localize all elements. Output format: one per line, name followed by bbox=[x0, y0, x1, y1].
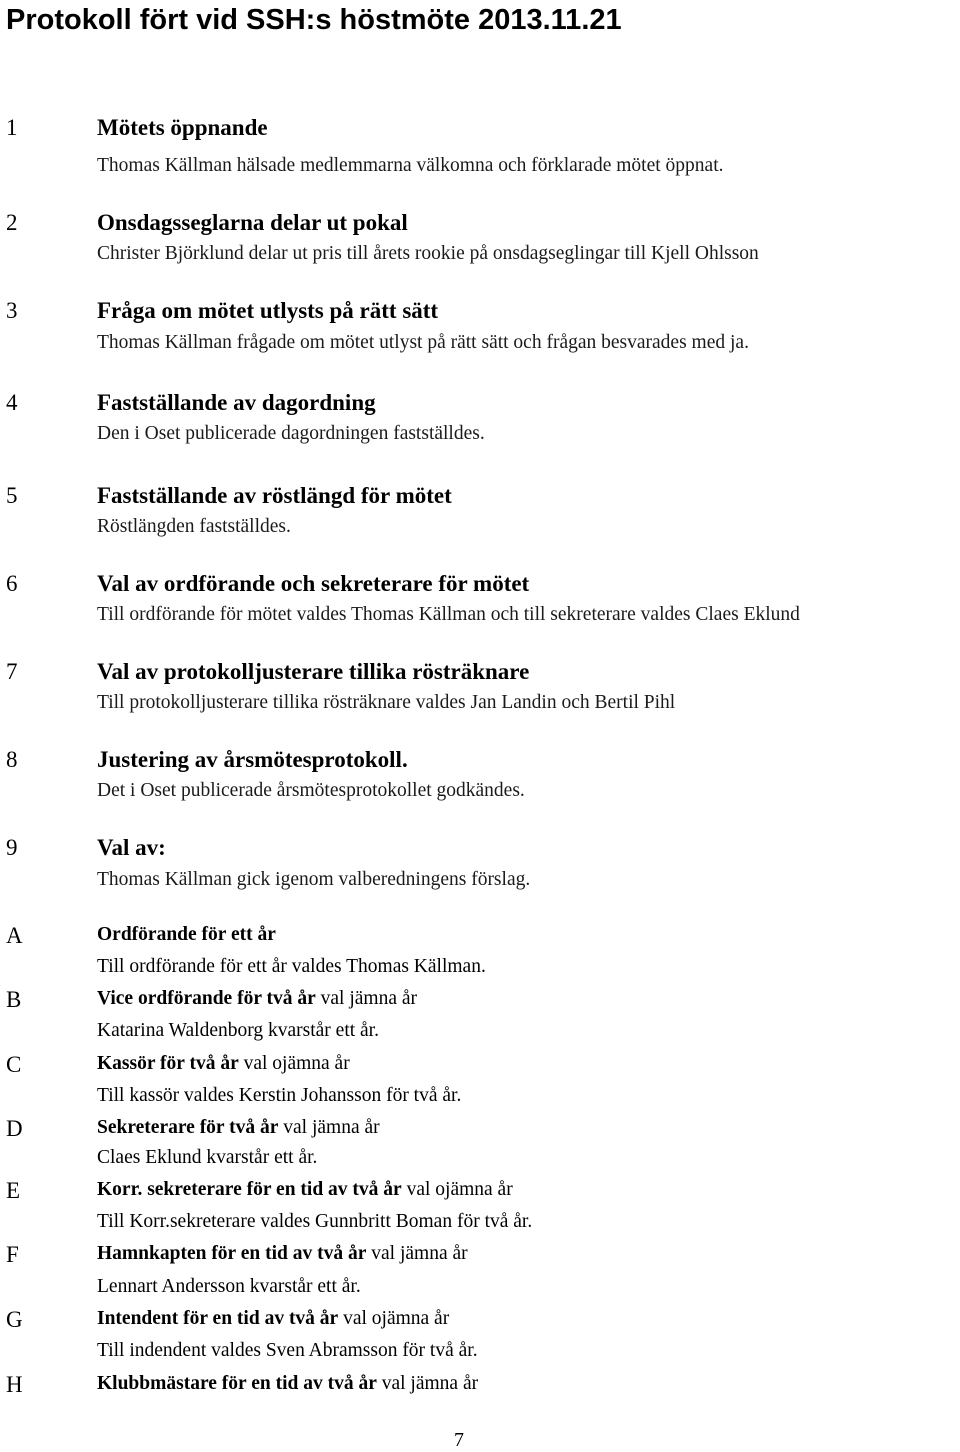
election-letter: C bbox=[6, 1052, 22, 1077]
section-text: Den i Oset publicerade dagordningen fastställdes. bbox=[97, 423, 485, 444]
section-heading: Fastställande av dagordning bbox=[97, 390, 376, 415]
section-heading: Mötets öppnande bbox=[97, 115, 268, 140]
election-term: val ojämna år bbox=[401, 1179, 513, 1200]
section-number: 8 bbox=[6, 747, 18, 772]
section-text: Christer Björklund delar ut pris till årets rookie på onsdagseglingar till Kjell Ohlsson bbox=[97, 243, 759, 264]
election-role: Ordförande för ett år bbox=[97, 924, 276, 945]
election-text: Till indendent valdes Sven Abramsson för två år. bbox=[97, 1340, 478, 1361]
election-role: Intendent för en tid av två år bbox=[97, 1308, 339, 1329]
section-text: Thomas Källman frågade om mötet utlyst på rätt sätt och frågan besvarades med ja. bbox=[97, 332, 749, 353]
section-heading: Val av protokolljusterare tillika rösträknare bbox=[97, 659, 530, 684]
section-number: 2 bbox=[6, 210, 18, 235]
section-heading: Fastställande av röstlängd för mötet bbox=[97, 483, 452, 508]
election-role-line bbox=[97, 1116, 380, 1140]
election-text: Till ordförande för ett år valdes Thomas Källman. bbox=[97, 956, 486, 977]
section-text: Thomas Källman hälsade medlemmarna välkomna och förklarade mötet öppnat. bbox=[97, 155, 724, 176]
section-text: Det i Oset publicerade årsmötesprotokollet godkändes. bbox=[97, 780, 525, 801]
election-term: val ojämna år bbox=[338, 1308, 450, 1329]
election-letter: G bbox=[6, 1307, 23, 1332]
page-title: Protokoll fört vid SSH:s höstmöte 2013.11.21 bbox=[6, 4, 622, 36]
election-letter: B bbox=[6, 987, 22, 1012]
section-heading: Justering av årsmötesprotokoll. bbox=[97, 747, 408, 772]
election-term: val jämna år bbox=[315, 988, 418, 1009]
section-number: 7 bbox=[6, 659, 18, 684]
election-text: Till kassör valdes Kerstin Johansson för två år. bbox=[97, 1085, 462, 1106]
section-number: 3 bbox=[6, 298, 18, 323]
section-heading: Fråga om mötet utlysts på rätt sätt bbox=[97, 298, 439, 323]
election-role-line bbox=[97, 987, 417, 1011]
section-heading: Onsdagsseglarna delar ut pokal bbox=[97, 210, 408, 235]
section-text: Till protokolljusterare tillika rösträknare valdes Jan Landin och Bertil Pihl bbox=[97, 692, 676, 713]
section-number: 9 bbox=[6, 835, 18, 860]
section-heading: Val av: bbox=[97, 835, 166, 860]
section-heading: Val av ordförande och sekreterare för mötet bbox=[97, 571, 530, 596]
election-role-line bbox=[97, 1178, 513, 1202]
election-letter: D bbox=[6, 1116, 23, 1141]
election-role: Korr. sekreterare för en tid av två år bbox=[97, 1179, 402, 1200]
election-term: val jämna år bbox=[278, 1117, 380, 1138]
election-role-line bbox=[97, 923, 276, 947]
section-number: 4 bbox=[6, 390, 18, 415]
section-text: Till ordförande för mötet valdes Thomas Källman och till sekreterare valdes Claes Eklund bbox=[97, 604, 800, 625]
election-role: Kassör för två år bbox=[97, 1053, 239, 1074]
election-letter: E bbox=[6, 1178, 21, 1203]
election-role: Hamnkapten för en tid av två år bbox=[97, 1243, 367, 1264]
section-text: Röstlängden fastställdes. bbox=[97, 516, 291, 537]
section-number: 5 bbox=[6, 483, 18, 508]
election-role-line bbox=[97, 1242, 468, 1266]
election-role-line bbox=[97, 1052, 350, 1076]
section-number: 6 bbox=[6, 571, 18, 596]
election-text: Claes Eklund kvarstår ett år. bbox=[97, 1147, 318, 1168]
election-letter: A bbox=[6, 923, 23, 948]
election-role: Klubbmästare för en tid av två år bbox=[97, 1373, 377, 1394]
election-role-line bbox=[97, 1307, 449, 1331]
page-number: 7 bbox=[454, 1429, 464, 1451]
election-role-line bbox=[97, 1372, 478, 1396]
election-letter: F bbox=[6, 1242, 19, 1267]
election-text: Till Korr.sekreterare valdes Gunnbritt Boman för två år. bbox=[97, 1211, 533, 1232]
section-number: 1 bbox=[6, 115, 18, 140]
election-text: Katarina Waldenborg kvarstår ett år. bbox=[97, 1020, 379, 1041]
election-text: Lennart Andersson kvarstår ett år. bbox=[97, 1276, 361, 1297]
section-text: Thomas Källman gick igenom valberedningens förslag. bbox=[97, 869, 531, 890]
election-term: val jämna år bbox=[376, 1373, 479, 1394]
election-letter: H bbox=[6, 1372, 23, 1397]
election-term: val ojämna år bbox=[238, 1053, 350, 1074]
election-term: val jämna år bbox=[366, 1243, 468, 1264]
election-role: Vice ordförande för två år bbox=[97, 988, 316, 1009]
election-role: Sekreterare för två år bbox=[97, 1117, 279, 1138]
